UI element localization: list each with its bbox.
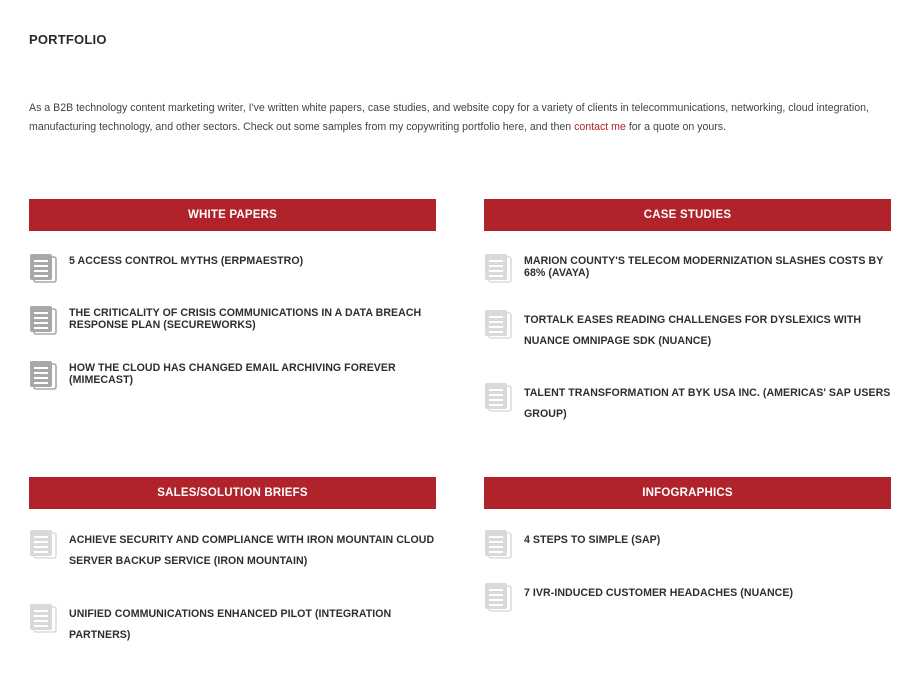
- item-title-link[interactable]: TALENT TRANSFORMATION AT BYK USA INC. (AMERICAS' SAP USERS GROUP): [524, 387, 891, 420]
- item-title-link[interactable]: UNIFIED COMMUNICATIONS ENHANCED PILOT (INTEGRATION PARTNERS): [69, 608, 392, 641]
- item-title-link[interactable]: TORTALK EASES READING CHALLENGES FOR DYSLEXICS WITH NUANCE OMNIPAGE SDK (NUANCE): [524, 314, 862, 347]
- list-item[interactable]: [484, 253, 891, 283]
- list-item[interactable]: [29, 603, 436, 646]
- document-icon: [29, 305, 57, 335]
- list-item[interactable]: [29, 529, 436, 572]
- list-item[interactable]: [484, 382, 891, 425]
- section-heading: SALES/SOLUTION BRIEFS: [29, 477, 436, 509]
- section-white-papers: [29, 199, 436, 419]
- document-icon: [484, 529, 512, 559]
- list-item[interactable]: [29, 253, 436, 283]
- document-icon: [484, 253, 512, 283]
- item-title-link[interactable]: 4 STEPS TO SIMPLE (SAP): [524, 534, 661, 546]
- document-icon: [29, 360, 57, 390]
- list-item[interactable]: [29, 305, 436, 335]
- intro-text-end: for a quote on yours.: [625, 121, 727, 133]
- intro-text: As a B2B technology content marketing writer, I've written white papers, case studies, and website copy for a variety of clients in telecommunications, networking, cloud integration, manufacturing technology, and other sectors. Check out some samples from my copywriting portfolio here, and then: [29, 102, 869, 133]
- document-icon: [484, 309, 512, 339]
- item-title-link[interactable]: HOW THE CLOUD HAS CHANGED EMAIL ARCHIVING FOREVER (MIMECAST): [69, 362, 396, 386]
- item-title-link[interactable]: 7 IVR-INDUCED CUSTOMER HEADACHES (NUANCE): [524, 587, 794, 599]
- document-icon: [29, 603, 57, 633]
- section-heading: INFOGRAPHICS: [484, 477, 891, 509]
- document-icon: [29, 529, 57, 559]
- section-heading: CASE STUDIES: [484, 199, 891, 231]
- section-sales-solution-briefs: [29, 477, 436, 657]
- item-title-link[interactable]: THE CRITICALITY OF CRISIS COMMUNICATIONS IN A DATA BREACH RESPONSE PLAN (SECUREWORKS): [69, 307, 422, 331]
- section-heading: WHITE PAPERS: [29, 199, 436, 231]
- contact-me-link[interactable]: contact me: [574, 121, 626, 133]
- section-case-studies: [484, 199, 891, 439]
- section-infographics: [484, 477, 891, 627]
- document-icon: [484, 382, 512, 412]
- list-item[interactable]: [484, 582, 891, 612]
- item-title-link[interactable]: ACHIEVE SECURITY AND COMPLIANCE WITH IRON MOUNTAIN CLOUD SERVER BACKUP SERVICE (IRON MOUNTAIN): [69, 534, 435, 567]
- list-item[interactable]: [484, 309, 891, 352]
- list-item[interactable]: [29, 360, 436, 390]
- page-title: PORTFOLIO: [29, 32, 107, 47]
- document-icon: [29, 253, 57, 283]
- intro-paragraph: [29, 99, 879, 137]
- item-title-link[interactable]: 5 ACCESS CONTROL MYTHS (ERPMAESTRO): [69, 255, 304, 267]
- item-title-link[interactable]: MARION COUNTY'S TELECOM MODERNIZATION SLASHES COSTS BY 68% (AVAYA): [524, 255, 884, 279]
- document-icon: [484, 582, 512, 612]
- list-item[interactable]: [484, 529, 891, 559]
